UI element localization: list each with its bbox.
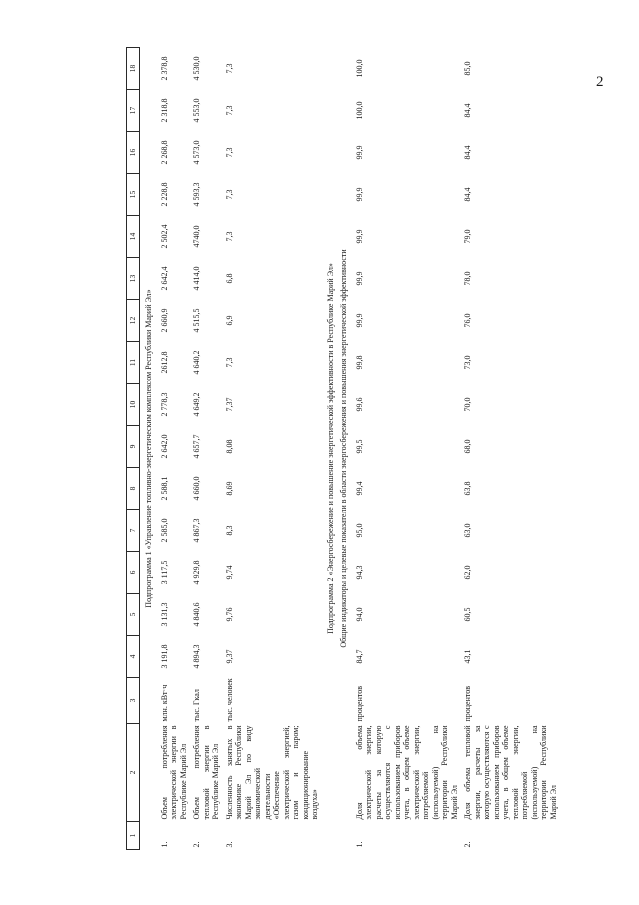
- column-number: 11: [127, 342, 140, 384]
- value-cell: 7,3: [224, 105, 234, 116]
- value-cell: 3 117,5: [159, 560, 169, 585]
- value-cell: 4 649,2: [192, 392, 201, 417]
- value-cell: 95,0: [354, 523, 364, 538]
- column-number-row: [127, 48, 140, 850]
- section-title-row: [322, 48, 353, 850]
- unit: млн. кВт·ч: [159, 684, 169, 722]
- value-cell: 99,8: [354, 355, 364, 370]
- indicator-name: Доля объема электрической энергии, расчеты за которую осуществляются с использованием приборов учета, в общем объеме электрической энергии, потребляемой (используемой) на территории Республики Марий Эл: [354, 725, 459, 820]
- value-cell: 3 131,3: [159, 602, 169, 627]
- row-number: 2.: [192, 841, 201, 848]
- value-cell: 4 573,0: [192, 140, 201, 165]
- value-cell: 99,5: [354, 439, 364, 454]
- value-cell: 4 414,0: [192, 266, 201, 291]
- column-number: 5: [127, 594, 140, 636]
- value-cell: 84,4: [463, 187, 472, 202]
- value-cell: 6,8: [224, 273, 234, 284]
- value-cell: 8,08: [224, 439, 234, 454]
- value-cell: 70,0: [463, 397, 472, 412]
- column-number: 9: [127, 426, 140, 468]
- value-cell: 2 268,8: [159, 140, 169, 165]
- value-cell: 2 228,8: [159, 182, 169, 207]
- value-cell: 7,37: [224, 397, 234, 412]
- column-number: 16: [127, 132, 140, 174]
- value-cell: 4 640,2: [192, 350, 201, 375]
- value-cell: 4 657,7: [192, 434, 201, 459]
- section-title: [140, 48, 158, 850]
- value-cell: 4 553,0: [192, 98, 201, 123]
- column-number: 8: [127, 468, 140, 510]
- indicator-name: Доля объема тепловой энергии, расчеты за которую осуществляются с использованием приборов учета, в общем объеме тепловой энергии, потребляемой (используемой) на территории Республики Марий Эл: [463, 725, 558, 820]
- value-cell: 43,1: [463, 649, 472, 664]
- value-cell: 7,3: [224, 189, 234, 200]
- value-cell: 3 191,8: [159, 644, 169, 669]
- column-number: 10: [127, 384, 140, 426]
- table-row: [461, 48, 560, 850]
- column-number: 3: [127, 678, 140, 724]
- value-cell: 99,9: [354, 313, 364, 328]
- value-cell: 99,4: [354, 481, 364, 496]
- column-number: 1: [127, 822, 140, 850]
- column-number: 18: [127, 48, 140, 90]
- value-cell: 76,0: [463, 313, 472, 328]
- column-number: 17: [127, 90, 140, 132]
- value-cell: 2 660,9: [159, 308, 169, 333]
- value-cell: 63,0: [463, 523, 472, 538]
- value-cell: 7,3: [224, 357, 234, 368]
- section-title-text: Подпрограмма 1 «Управление топливно-энергетическим комплексом Республики Марий Эл»: [144, 289, 153, 608]
- value-cell: 4 593,3: [192, 182, 201, 207]
- value-cell: 8,69: [224, 481, 234, 496]
- value-cell: 4 894,3: [192, 644, 201, 669]
- value-cell: 4740,0: [192, 225, 201, 248]
- table-row: [158, 48, 191, 850]
- column-number: 15: [127, 174, 140, 216]
- value-cell: 2 585,0: [159, 518, 169, 543]
- section-title: [322, 48, 353, 850]
- indicator-name: Численность занятых в экономике Республики Марий Эл по виду экономической деятельности «Обеспечение электрической энергией, газом и паром; кондиционирование воздуха»: [224, 725, 319, 820]
- value-cell: 9,37: [224, 649, 234, 664]
- value-cell: 84,4: [463, 145, 472, 160]
- unit: тыс. Гкал: [192, 689, 201, 722]
- column-number: 2: [127, 724, 140, 822]
- value-cell: 6,9: [224, 315, 234, 326]
- value-cell: 78,0: [463, 271, 472, 286]
- section-subtitle: Общие индикаторы и целевые показатели в области энергосбережения и повышения энергетической эффективности: [339, 249, 348, 648]
- value-cell: 2 378,8: [159, 56, 169, 81]
- table-row: [190, 48, 223, 850]
- value-cell: 99,9: [354, 145, 364, 160]
- column-number: 6: [127, 552, 140, 594]
- value-cell: 60,5: [463, 607, 472, 622]
- value-cell: 2 318,8: [159, 98, 169, 123]
- value-cell: 94,0: [354, 607, 364, 622]
- section-title-text: Подпрограмма 2 «Энергосбережение и повышение энергетической эффективности в Республике Марий Эл»: [325, 263, 335, 634]
- row-number: 2.: [463, 841, 472, 848]
- unit: тыс. человек: [224, 678, 234, 722]
- page-number: 2: [596, 74, 604, 90]
- table-row: [223, 48, 322, 850]
- value-cell: 2 588,1: [159, 476, 169, 501]
- value-cell: 63,8: [463, 481, 472, 496]
- unit: процентов: [463, 685, 472, 722]
- value-cell: 9,74: [224, 565, 234, 580]
- value-cell: 2 642,4: [159, 266, 169, 291]
- column-number: 13: [127, 258, 140, 300]
- row-number: 3.: [224, 841, 234, 848]
- value-cell: 94,3: [354, 565, 364, 580]
- column-number: 7: [127, 510, 140, 552]
- value-cell: 7,3: [224, 231, 234, 242]
- value-cell: 84,7: [354, 649, 364, 664]
- value-cell: 8,3: [224, 525, 234, 536]
- value-cell: 2 778,3: [159, 392, 169, 417]
- value-cell: 4 840,6: [192, 602, 201, 627]
- value-cell: 62,0: [463, 565, 472, 580]
- value-cell: 99,6: [354, 397, 364, 412]
- value-cell: 100,0: [354, 101, 364, 120]
- value-cell: 4 515,5: [192, 308, 201, 333]
- indicators-table: [126, 47, 560, 850]
- row-number: 1.: [159, 841, 169, 848]
- row-number: 1.: [354, 841, 364, 848]
- indicator-name: Объем потребления электрической энергии в Республике Марий Эл: [159, 725, 188, 820]
- unit: процентов: [354, 685, 364, 722]
- value-cell: 99,9: [354, 229, 364, 244]
- table-row: [353, 48, 462, 850]
- value-cell: 68,0: [463, 439, 472, 454]
- indicator-name: Объем потребления тепловой энергии в Республике Марий Эл: [192, 725, 220, 820]
- value-cell: 4 867,3: [192, 518, 201, 543]
- value-cell: 9,76: [224, 607, 234, 622]
- section-title-row: [140, 48, 158, 850]
- rotated-table-page: [126, 50, 639, 850]
- value-cell: 7,3: [224, 147, 234, 158]
- value-cell: 73,0: [463, 355, 472, 370]
- value-cell: 2612,8: [159, 351, 169, 374]
- value-cell: 4 660,0: [192, 476, 201, 501]
- value-cell: 4 530,0: [192, 56, 201, 81]
- value-cell: 84,4: [463, 103, 472, 118]
- column-number: 4: [127, 636, 140, 678]
- column-number: 12: [127, 300, 140, 342]
- value-cell: 100,0: [354, 59, 364, 78]
- value-cell: 2 502,4: [159, 224, 169, 249]
- value-cell: 99,9: [354, 271, 364, 286]
- value-cell: 7,3: [224, 63, 234, 74]
- value-cell: 99,9: [354, 187, 364, 202]
- value-cell: 79,0: [463, 229, 472, 244]
- column-number: 14: [127, 216, 140, 258]
- value-cell: 4 929,8: [192, 560, 201, 585]
- value-cell: 2 642,0: [159, 434, 169, 459]
- value-cell: 85,0: [463, 61, 472, 76]
